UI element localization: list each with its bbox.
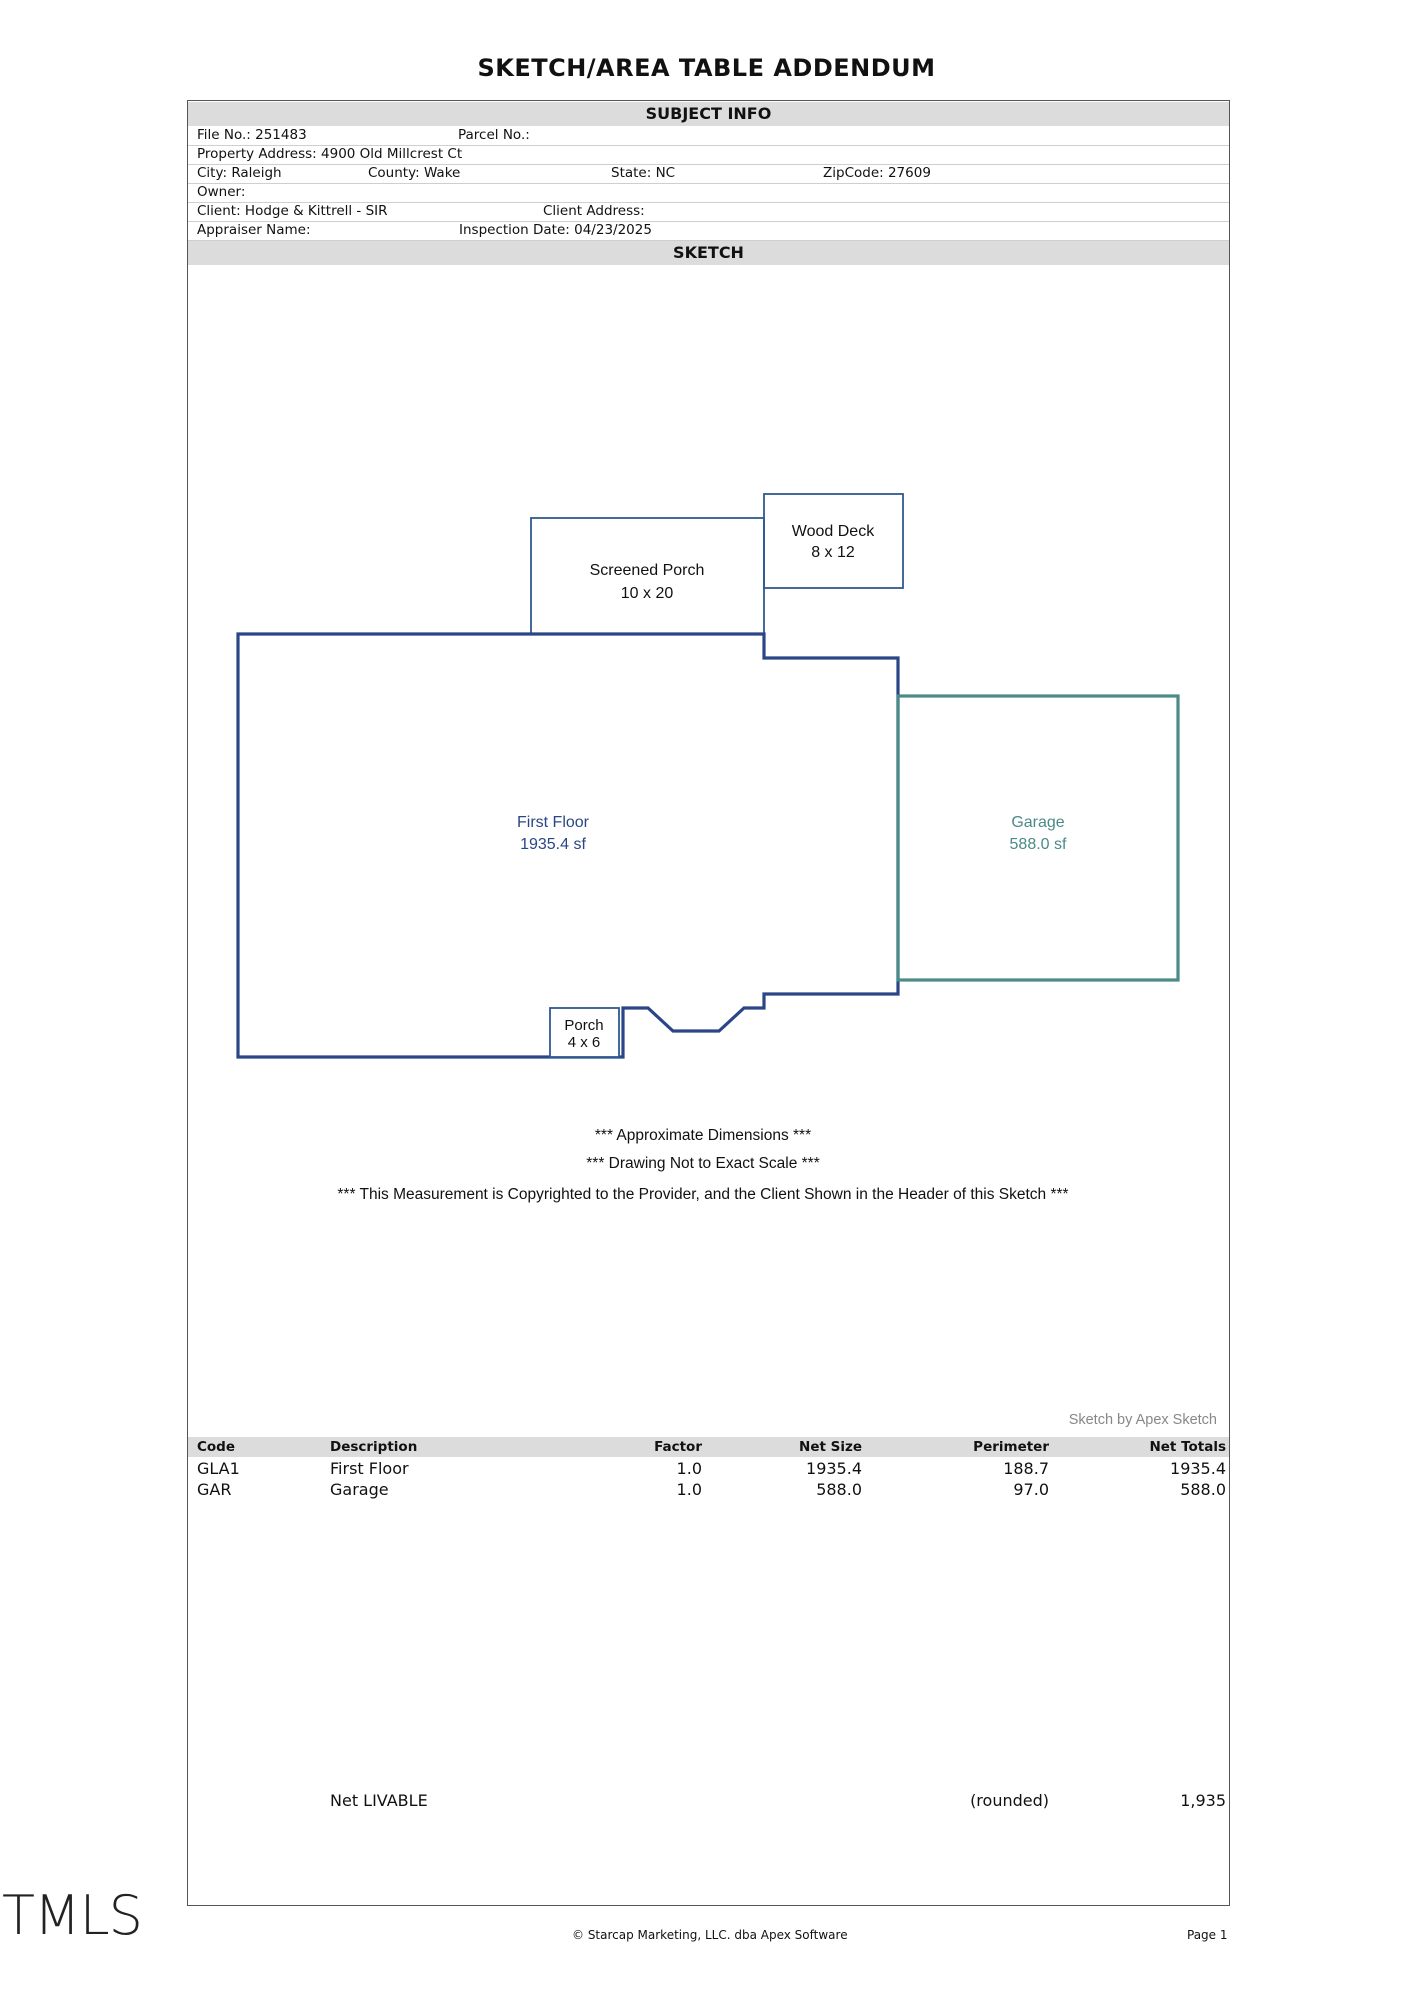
screened-porch-label: Screened Porch: [589, 562, 705, 579]
file-number: File No.: 251483: [197, 127, 307, 143]
property-address: Property Address: 4900 Old Millcrest Ct: [197, 146, 463, 162]
cell-perimeter: 97.0: [1013, 1480, 1049, 1499]
footer-copyright: © Starcap Marketing, LLC. dba Apex Software: [572, 1928, 848, 1942]
cell-code: GAR: [197, 1480, 232, 1499]
table-row: [188, 1458, 1229, 1479]
subject-info-heading: SUBJECT INFO: [188, 102, 1229, 126]
net-livable-row: [188, 1790, 1229, 1811]
cell-net-totals: 588.0: [1180, 1480, 1226, 1499]
col-net-totals: Net Totals: [1149, 1439, 1226, 1455]
col-code: Code: [197, 1439, 236, 1455]
client: Client: Hodge & Kittrell - SIR: [197, 203, 388, 219]
owner: Owner:: [197, 184, 246, 200]
city: City: Raleigh: [197, 165, 282, 181]
footer-page-number: Page 1: [1187, 1928, 1228, 1942]
table-row: [188, 1479, 1229, 1500]
appraiser-name: Appraiser Name:: [197, 222, 311, 238]
area-table-header: [188, 1437, 1229, 1457]
cell-description: Garage: [330, 1480, 389, 1499]
cell-net-size: 588.0: [816, 1480, 862, 1499]
inspection-date: Inspection Date: 04/23/2025: [459, 222, 652, 238]
col-description: Description: [330, 1439, 418, 1455]
cell-code: GLA1: [197, 1459, 240, 1478]
first-floor-label: First Floor: [517, 814, 589, 831]
county: County: Wake: [368, 165, 461, 181]
cell-factor: 1.0: [676, 1480, 702, 1499]
sketch-heading: SKETCH: [188, 241, 1229, 265]
floor-plan-sketch: [188, 101, 1228, 1401]
cell-description: First Floor: [330, 1459, 409, 1478]
zip-code: ZipCode: 27609: [823, 165, 931, 181]
col-net-size: Net Size: [799, 1439, 862, 1455]
client-address: Client Address:: [543, 203, 645, 219]
porch-label: Porch: [564, 1017, 604, 1034]
state: State: NC: [611, 165, 676, 181]
sketch-credit: Sketch by Apex Sketch: [1068, 1412, 1217, 1428]
note-copyright: *** This Measurement is Copyrighted to the Provider, and the Client Shown in the Header of this Sketch ***: [337, 1186, 1069, 1203]
cell-perimeter: 188.7: [1003, 1459, 1049, 1478]
garage-label: Garage: [1011, 814, 1065, 831]
net-livable-note: (rounded): [970, 1791, 1049, 1810]
addendum-frame: [187, 100, 1230, 1906]
wood-deck-dims: 8 x 12: [811, 544, 855, 561]
note-not-to-scale: *** Drawing Not to Exact Scale ***: [586, 1155, 820, 1172]
note-approximate-dimensions: *** Approximate Dimensions ***: [594, 1127, 812, 1144]
screened-porch-dims: 10 x 20: [620, 585, 674, 602]
cell-factor: 1.0: [676, 1459, 702, 1478]
col-perimeter: Perimeter: [973, 1439, 1049, 1455]
net-livable-label: Net LIVABLE: [330, 1791, 428, 1810]
garage-area: 588.0 sf: [1009, 836, 1067, 853]
col-factor: Factor: [654, 1439, 702, 1455]
parcel-number: Parcel No.:: [458, 127, 530, 143]
net-livable-value: 1,935: [1180, 1791, 1226, 1810]
wood-deck-label: Wood Deck: [791, 523, 875, 540]
cell-net-size: 1935.4: [806, 1459, 862, 1478]
cell-net-totals: 1935.4: [1170, 1459, 1226, 1478]
first-floor-area: 1935.4 sf: [520, 836, 586, 853]
wood-deck-outline: [764, 494, 903, 588]
page-title: SKETCH/AREA TABLE ADDENDUM: [477, 54, 936, 82]
tmls-watermark-logo: TMLS: [2, 1884, 142, 1947]
porch-dims: 4 x 6: [567, 1034, 601, 1051]
